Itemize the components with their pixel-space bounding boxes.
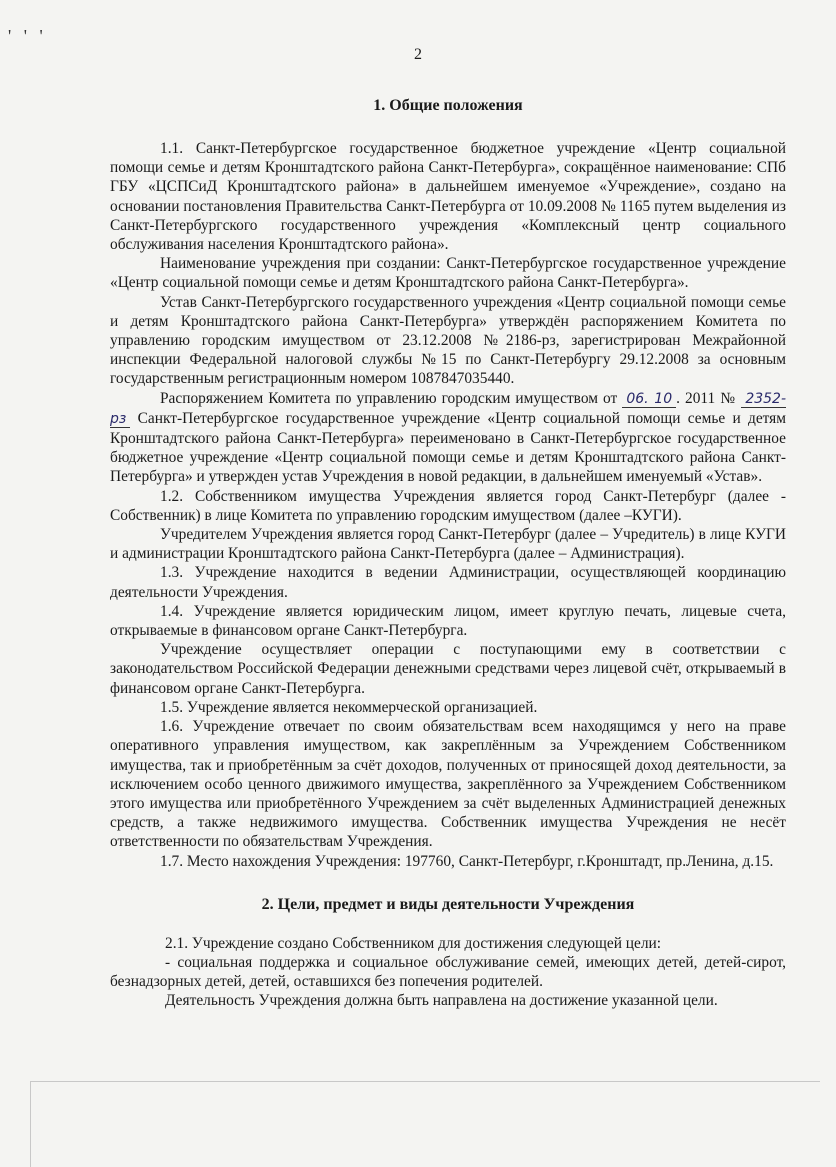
section-2-title: 2. Цели, предмет и виды деятельности Учреждения bbox=[261, 895, 635, 913]
section-1-title: 1. Общие положения bbox=[373, 97, 523, 114]
paragraph-1-4: 1.4. Учреждение является юридическим лицом, имеет круглую печать, лицевые счета, открываемые в финансовом органе Санкт-Петербурга. bbox=[110, 602, 786, 640]
paragraph-charter: Устав Санкт-Петербургского государственного учреждения «Центр социальной помощи семье и детям Кронштадтского района Санкт-Петербурга» утверждён распоряжением Комитета по управлению городским имуществом от 23.12.2008 №2186-рз, зарегистрирован Межрайонной инспекции Федеральной налоговой службы №15 по Санкт-Петербургу 29.12.2008 за основным государственным регистрационным номером 1087847035440. bbox=[110, 293, 786, 388]
paragraph-1-5: 1.5. Учреждение является некоммерческой организацией. bbox=[160, 698, 538, 716]
scan-marks: ' ' ' bbox=[8, 26, 47, 46]
scan-fold-line-vertical bbox=[30, 1081, 31, 1167]
renaming-text-a: Распоряжением Комитета по управлению городским имуществом от bbox=[160, 389, 618, 407]
paragraph-goal: - социальная поддержка и социальное обслуживание семей, имеющих детей, детей-сирот, безнадзорных детей, детей, оставшихся без попечения родителей. bbox=[110, 953, 786, 991]
page-number: 2 bbox=[414, 46, 422, 63]
paragraph-1-7: 1.7. Место нахождения Учреждения: 197760, Санкт-Петербург, г.Кронштадт, пр.Ленина, д.15. bbox=[160, 852, 774, 870]
scan-fold-line bbox=[30, 1081, 820, 1082]
renaming-text-b: . 2011 № bbox=[676, 389, 737, 407]
paragraph-1-2: 1.2. Собственником имущества Учреждения является город Санкт-Петербург (далее - Собственник) в лице Комитета по управлению городским имуществом (далее –КУГИ). bbox=[110, 487, 786, 524]
renaming-text-c: Санкт-Петербургское государственное учреждение «Центр социальной помощи семье и детям Кронштадтского района Санкт-Петербурга» переименовано в Санкт-Петербургское государственное бюджетное учреждение «Центр социальной помощи семье и детям Кронштадтского района Санкт-Петербурга» и утвержден устав Учреждения в новой редакции, в дальнейшем именуемый «Устав». bbox=[110, 409, 786, 486]
paragraph-1-1: 1.1. Санкт-Петербургское государственное бюджетное учреждение «Центр социальной помощи семье и детям Кронштадтского района Санкт-Петербурга», сокращённое наименование: СПб ГБУ «ЦСПСиД Кронштадтского района» в дальнейшем именуемое «Учреждение», создано на основании постановления Правительства Санкт-Петербурга от 10.09.2008 № 1165 путем выделения из Санкт-Петербургского государственного учреждения «Комплексный центр социального обслуживания населения Кронштадтского района». bbox=[110, 140, 786, 254]
paragraph-renaming bbox=[110, 389, 786, 487]
paragraph-1-3: 1.3. Учреждение находится в ведении Администрации, осуществляющей координацию деятельности Учреждения. bbox=[110, 564, 786, 601]
document-body bbox=[110, 96, 786, 1011]
handwritten-date: 06. 10 bbox=[622, 391, 676, 408]
paragraph-activity: Деятельность Учреждения должна быть направлена на достижение указанной цели. bbox=[165, 992, 718, 1010]
paragraph-name-at-creation: Наименование учреждения при создании: Санкт-Петербургское государственное учреждение «Центр социальной помощи семье и детям Кронштадтского района Санкт-Петербурга». bbox=[110, 255, 786, 292]
paragraph-operations: Учреждение осуществляет операции с поступающими ему в соответствии с законодательством Российской Федерации денежными средствами через лицевой счёт, открываемый в финансовом органе Санкт-Петербурга. bbox=[110, 641, 786, 697]
paragraph-founder: Учредителем Учреждения является город Санкт-Петербург (далее – Учредитель) в лице КУГИ и администрации Кронштадтского района Санкт-Петербурга (далее – Администрация). bbox=[110, 526, 786, 563]
handwritten-order-number: 2352-рз bbox=[110, 390, 786, 427]
paragraph-2-1: 2.1. Учреждение создано Собственником для достижения следующей цели: bbox=[165, 934, 662, 952]
paragraph-1-6: 1.6. Учреждение отвечает по своим обязательствам всем находящимся у него на праве оперативного управления имуществом, как закреплённым за Учреждением Собственником имущества, так и приобретённым за счёт доходов, полученных от приносящей доход деятельности, за исключением особо ценного движимого имущества, закреплённого за Учреждением Собственником этого имущества или приобретённого Учреждением за счёт выделенных Администрацией денежных средств, а также недвижимого имущества. Собственник имущества Учреждения не несёт ответственности по обязательствам Учреждения. bbox=[110, 718, 786, 851]
